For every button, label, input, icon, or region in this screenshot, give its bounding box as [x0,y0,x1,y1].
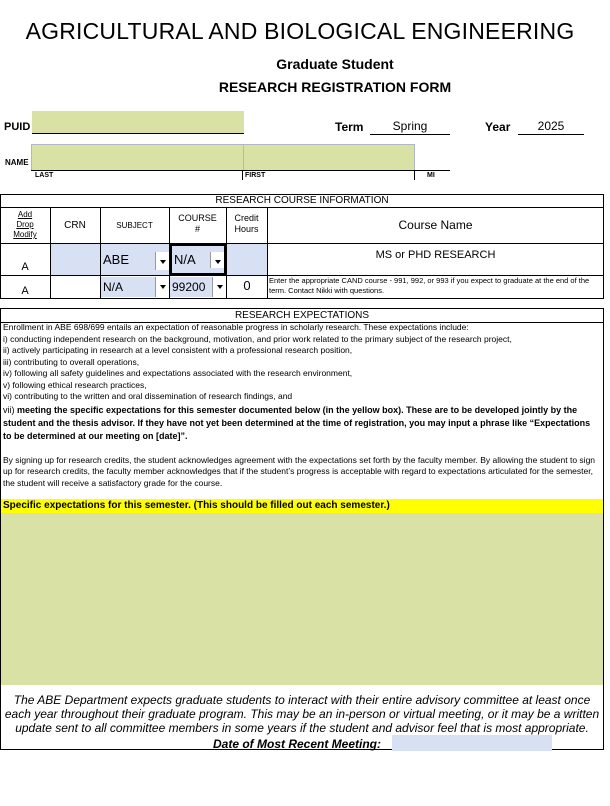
form-subtitle-registration: RESEARCH REGISTRATION FORM [218,79,452,95]
last-name-input[interactable] [31,144,244,171]
chevron-down-icon[interactable] [212,277,226,297]
specific-expectations-label: Specific expectations for this semester. (This should be filled out each semester.) [1,499,603,513]
puid-label: PUID [4,121,31,133]
row1-crn-input[interactable] [51,244,100,275]
col-add-drop-modify: Add Drop Modify [13,210,37,239]
col-subject: SUBJECT [116,221,153,230]
form-title: AGRICULTURAL AND BIOLOGICAL ENGINEERING [25,18,575,44]
col-course: COURSE # [178,213,217,234]
term-label: Term [335,120,364,134]
row2-subject-select[interactable]: N/A [101,277,169,297]
course-section-heading: RESEARCH COURSE INFORMATION [215,195,389,206]
row1-course-name: MS or PHD RESEARCH [375,249,496,261]
chevron-down-icon[interactable] [210,252,224,268]
year-label: Year [485,120,511,134]
row1-subject-select[interactable]: ABE [101,244,169,275]
row2-course-select[interactable]: 99200 [170,277,226,297]
name-divider [242,170,243,180]
puid-input[interactable] [32,111,244,134]
specific-expectations-input[interactable] [1,513,603,685]
col-course-name: Course Name [398,218,473,232]
mi-label: MI [427,172,435,179]
row2-hours-value[interactable]: 0 [243,278,251,293]
last-label: LAST [35,172,54,179]
row1-hours-input[interactable] [227,244,267,275]
col-credit-hours: Credit Hours [234,213,259,234]
name-divider-mi [414,170,415,180]
name-underline [31,170,450,171]
committee-text: The ABE Department expects graduate students to interact with their entire advisory committee at least once each year throughout their graduate program. This may be an in-person or virtual meeting, or it may be a written update sent to all committee members in some years if the student and advisor feel that is most appropriate. [4,693,600,735]
form-subtitle-student: Graduate Student [276,56,394,72]
chevron-down-icon[interactable] [155,252,169,270]
meeting-date-input[interactable] [392,735,552,751]
first-name-input[interactable] [243,144,415,171]
name-label: NAME [5,158,29,167]
row1-course-select[interactable]: N/A [170,244,226,275]
year-field[interactable]: 2025 [518,119,584,135]
row1-action[interactable]: A [21,261,29,273]
expectations-text: Enrollment in ABE 698/699 entails an expectation of reasonable progress in scholarly research. These expectations include: i) conducting independent research on the background, motivation, and prior work related to the primary subject of the research project, ii) actively participating in research at a level consistent with a professional research position, iii) contributing to overall operations, iv) following all safety guidelines and expectations associated with the research environment, v) following ethical research practices, vi) contributing to the written and oral dissemination of research findings, and vii) meeting the specific expectations for this semester documented below (in the yellow box). These are to be developed jointly by the student and the thesis advisor. If they have not yet been determined at the time of registration, you may input a phrase like “Expectations to be determined at our meeting on [date]”. By signing up for research credits, the student acknowledges agreement with the expectations set forth by the faculty member. By allowing the student to sign up for research credits, the faculty member acknowledges that if the student’s progress is acceptable with regard to expectations articulated for the semester, the student will receive a satisfactory grade for the course. [3,322,596,488]
expectations-heading: RESEARCH EXPECTATIONS [234,310,370,321]
chevron-down-icon[interactable] [155,277,169,297]
row2-action[interactable]: A [21,285,29,297]
col-crn: CRN [64,220,86,231]
first-label: FIRST [245,172,266,179]
meeting-date-label: Date of Most Recent Meeting: [213,737,382,751]
term-field[interactable]: Spring [370,119,450,135]
row2-course-note: Enter the appropriate CAND course - 991, 992, or 993 if you expect to graduate at the end of the term. Contact Nikki with questions. [269,276,590,295]
